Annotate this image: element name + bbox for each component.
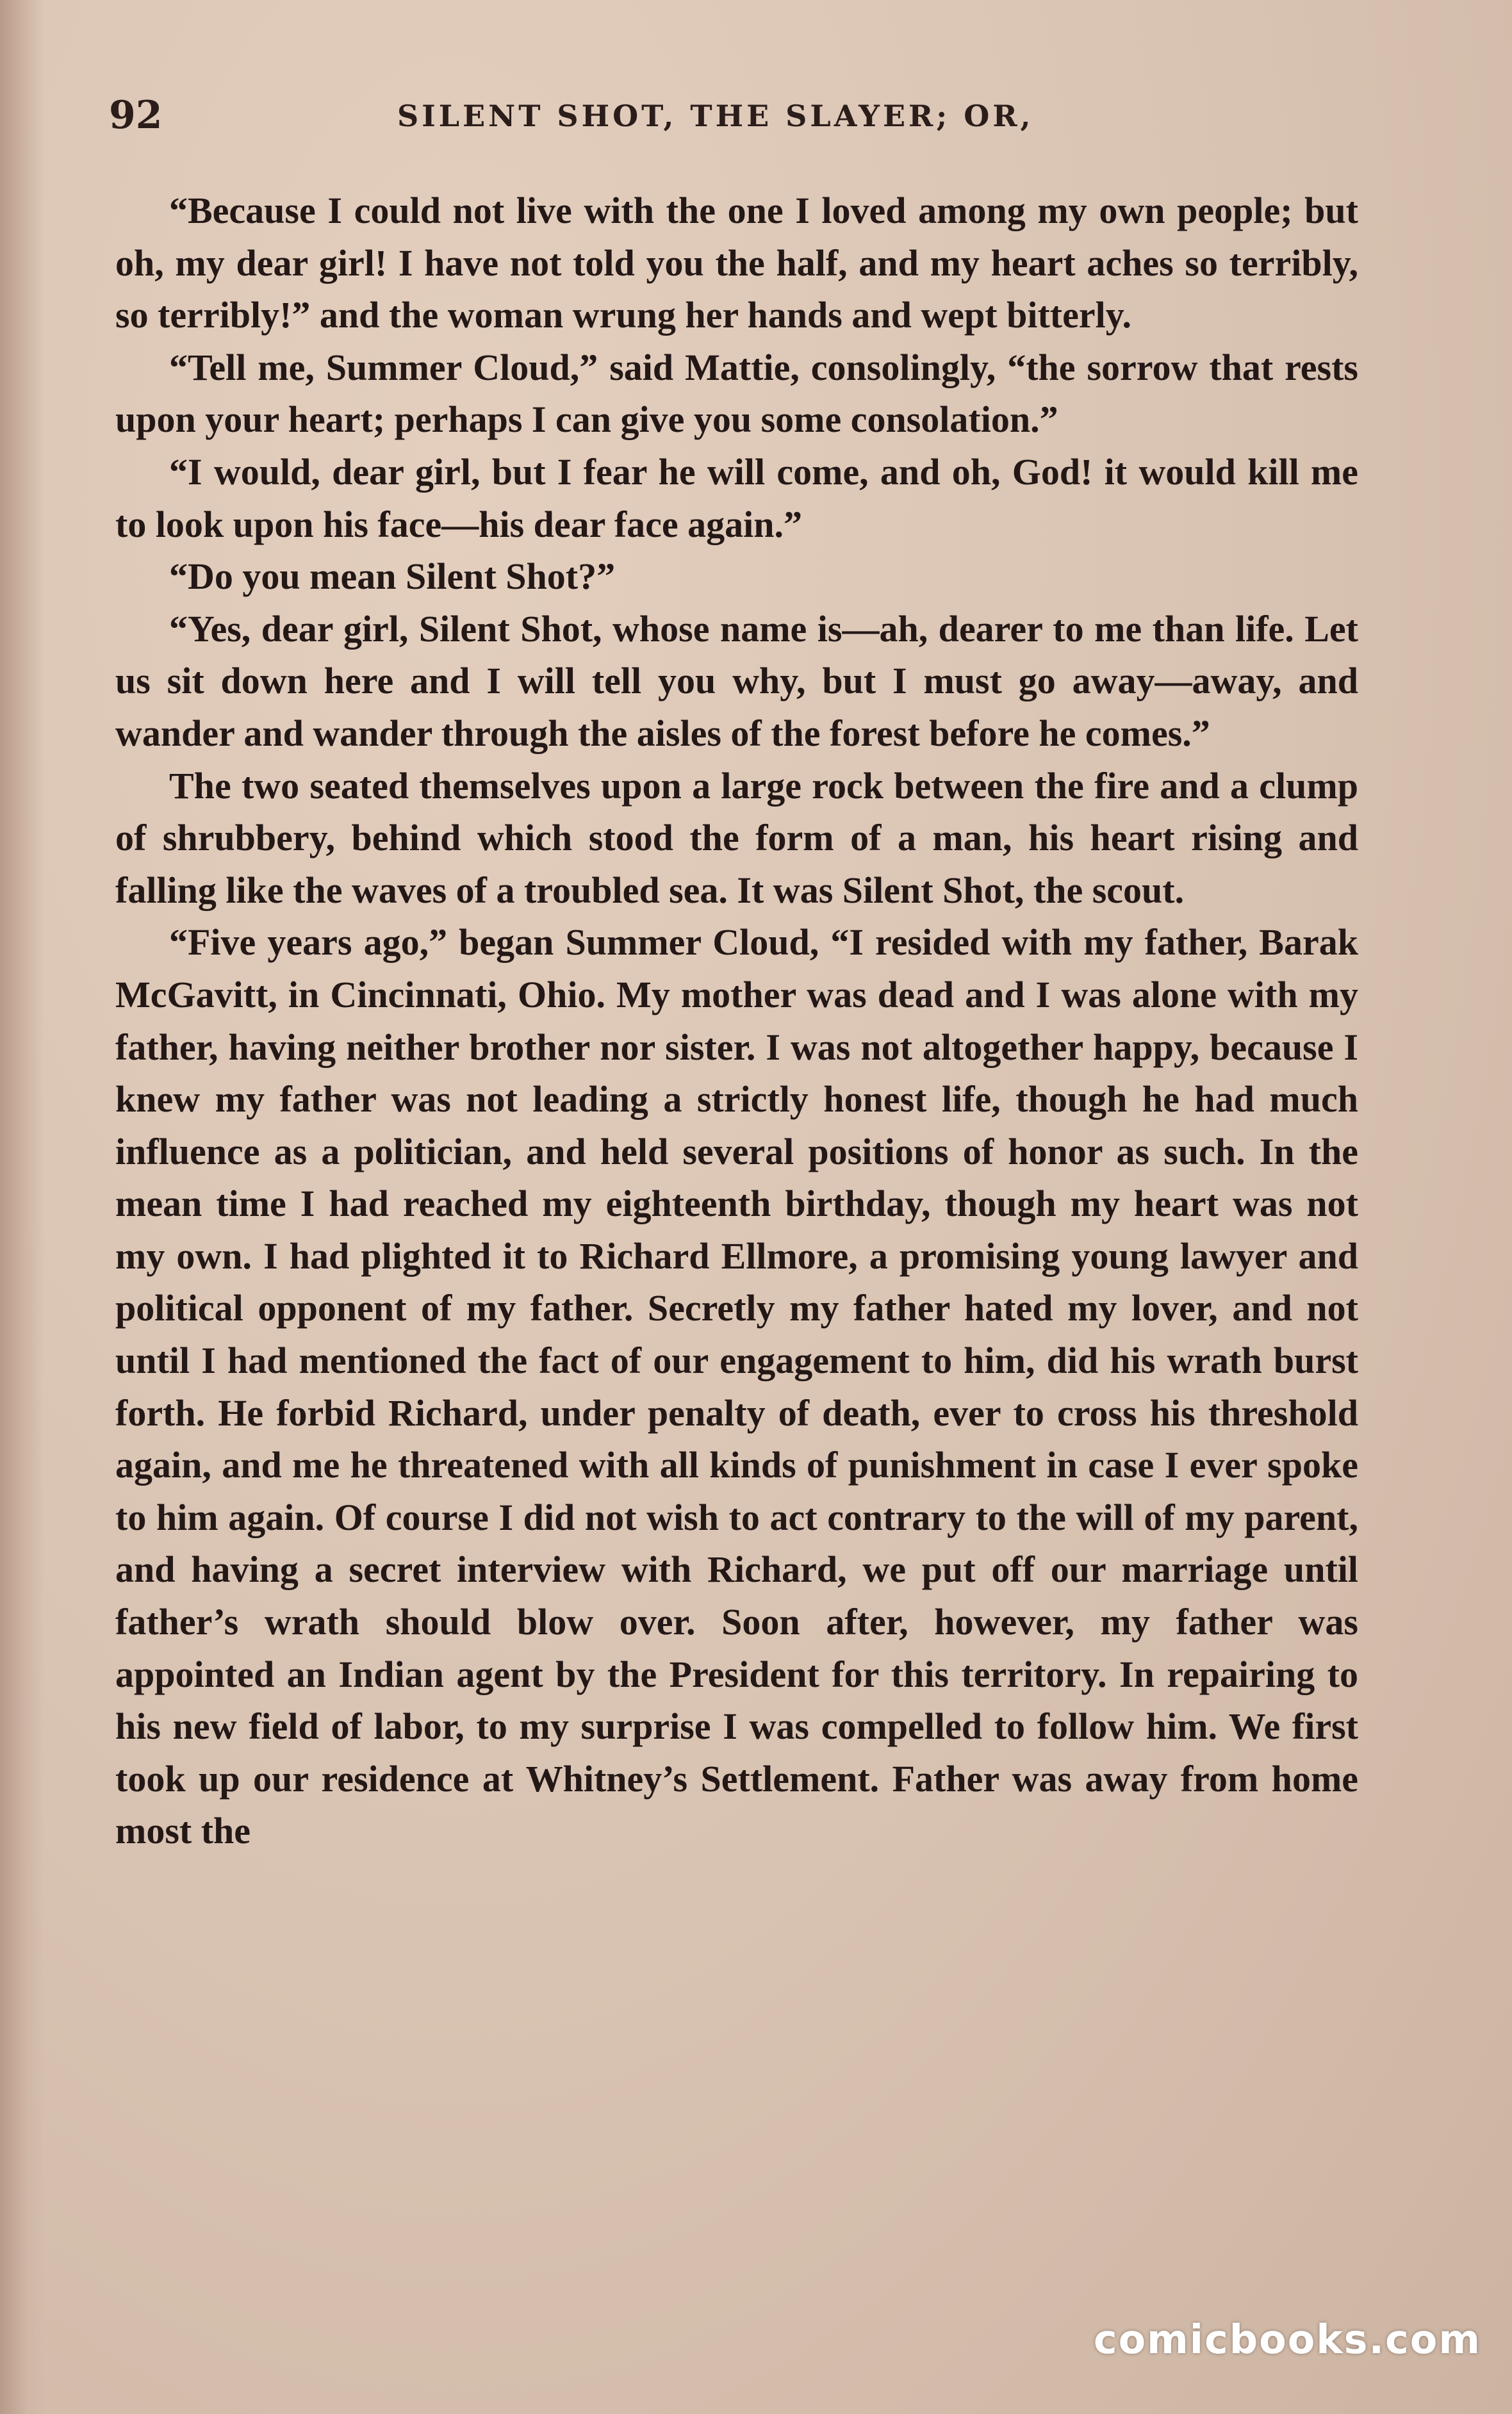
page-number: 92	[109, 93, 163, 138]
watermark: comicbooks.com	[1093, 2316, 1481, 2363]
running-head: SILENT SHOT, THE SLAYER; OR,	[397, 99, 1034, 133]
paragraph: “Tell me, Summer Cloud,” said Mattie, consolingly, “the sorrow that rests upon your heart; perhaps I can give you some consolation.”	[115, 346, 1358, 441]
paragraph: The two seated themselves upon a large rock between the fire and a clump of shrubbery, behind which stood the form of a man, his heart rising and falling like the waves of a troubled sea. It was Silent Shot, the scout.	[115, 764, 1358, 911]
paragraph: “I would, dear girl, but I fear he will come, and oh, God! it would kill me to look upon his face—his dear face again.”	[115, 450, 1358, 545]
paragraph: “Five years ago,” began Summer Cloud, “I resided with my father, Barak McGavitt, in Cincinnati, Ohio. My mother was dead and I was alone with my father, having neither brother nor sister. I was not altogether happy, because I knew my father was not leading a strictly honest life, though he had much influence as a politician, and held several positions of honor as such. In the mean time I had reached my eighteenth birthday, though my heart was not my own. I had plighted it to Richard Ellmore, a promising young lawyer and political opponent of my father. Secretly my father hated my lover, and not until I had mentioned the fact of our engagement to him, did his wrath burst forth. He forbid Richard, under penalty of death, ever to cross his threshold again, and me he threatened with all kinds of punishment in case I ever spoke to him again. Of course I did not wish to act contrary to the will of my parent, and having a secret interview with Richard, we put off our marriage until father’s wrath should blow over. Soon after, however, my father was appointed an Indian agent by the President for this territory. In repairing to his new field of labor, to my surprise I was compelled to follow him. We first took up our residence at Whitney’s Settlement. Father was away from home most the	[115, 921, 1358, 1852]
paragraph: “Yes, dear girl, Silent Shot, whose name is—ah, dearer to me than life. Let us sit down here and I will tell you why, but I must go away—away, and wander and wander through the aisles of the forest before he comes.”	[115, 607, 1358, 754]
body-text	[115, 185, 1358, 1857]
paragraph: “Because I could not live with the one I loved among my own people; but oh, my dear girl! I have not told you the half, and my heart aches so terribly, so terribly!” and the woman wrung her hands and wept bitterly.	[115, 190, 1358, 336]
paragraph: “Do you mean Silent Shot?”	[169, 555, 616, 598]
page-binding-shadow	[0, 0, 45, 2414]
page-header	[109, 90, 1365, 141]
